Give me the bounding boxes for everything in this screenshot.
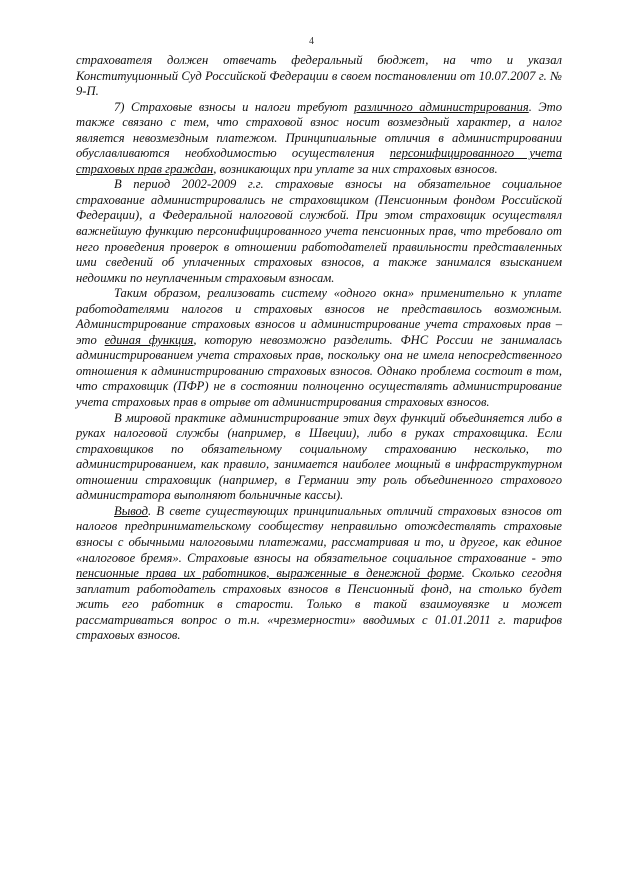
paragraph-continuation [76, 53, 562, 100]
body-text [76, 53, 562, 644]
page-number: 4 [309, 36, 314, 47]
text-run: . Это также связано с тем, что страховой взнос носит возмездный характер, а налог является невозмездным платежом. Принципиальные отличия в администрировании обуславливаются необходимостью осуществления [76, 99, 563, 161]
text-run: , которую невозможно разделить. ФНС России не занималась администрированием учета страховых прав, поскольку она не имела непосредственного отношения к администрированию страховых взносов. Однако проблема состоит в том, что страховщик (ПФР) не в состоянии полноценно осуществлять администрирование учета страховых прав в отрыве от администрирования страховых взносов. [76, 332, 562, 410]
paragraph-one-window [76, 286, 562, 410]
paragraph-conclusion [76, 504, 562, 644]
paragraph-world-practice [76, 411, 562, 504]
underlined-phrase: пенсионные права их работников, выраженные в денежной форме [76, 566, 462, 581]
text-run: . Сколько сегодня заплатит работодатель страховых взносов в Пенсионный фонд, на столько будет жить его работник в старости. Только в такой взаимоувязке и может рассматриваться вопрос о т.н. «чрезмерности» вводимых с 01.01.2011 г. тарифов страховых взносов. [76, 566, 563, 643]
underlined-phrase: персонифицированного учета страховых прав граждан [76, 146, 562, 176]
text-run: , возникающих при уплате за них страховых взносов. [213, 161, 498, 176]
text-run: 7) Страховые взносы и налоги требуют [114, 99, 355, 114]
text-run: В период 2002-2009 г.г. страховые взносы на обязательное социальное страхование администрировались не страховщиком (Пенсионным фондом Российской Федерации), а Федеральной налоговой службой. При этом страховщик осуществлял важнейшую функцию персонифицированного учета пенсионных прав, что требовало от него проведения проверок в отношении работодателей правильности представленных ими сведений об уплаченных страховых взносов, а также занимался взысканием недоимки по неуплаченным страховым взносам. [76, 177, 562, 285]
paragraph-period-2002-2009 [76, 177, 562, 286]
underlined-phrase: различного администрирования [354, 99, 529, 114]
underlined-phrase: Вывод [114, 503, 149, 518]
text-run: страхователя должен отвечать федеральный бюджет, на что и указал Конституционный Суд Российской Федерации в своем постановлении от 10.07.2007 г. № 9-П. [76, 53, 562, 99]
underlined-phrase: единая функция [104, 332, 194, 347]
text-run: Таким образом, реализовать систему «одного окна» применительно к уплате работодателями налогов и страховых взносов не представилось возможным. Администрирование страховых взносов и администрирование учета страховых прав – это [76, 286, 562, 347]
text-run: В мировой практике администрирование этих двух функций объединяется либо в руках налоговой службы (например, в Швеции), либо в руках страховщика. Если страховщиков по обязательному социальному страхованию несколько, то администрированием, как правило, занимается наиболее мощный в инфраструктурном отношении страховщик (например, в Германии эту роль объединенного страхового администратора выполняют больничные кассы). [76, 410, 562, 503]
text-run: . В свете существующих принципиальных отличий страховых взносов от налогов предпринимательскому сообществу неправильно отождествлять страховые взносы с обычными налоговыми платежами, рассматривая и то, и другое, как единое «налоговое бремя». Страховые взносы на обязательное социальное страхование - это [76, 503, 562, 565]
paragraph-point-7 [76, 100, 562, 178]
